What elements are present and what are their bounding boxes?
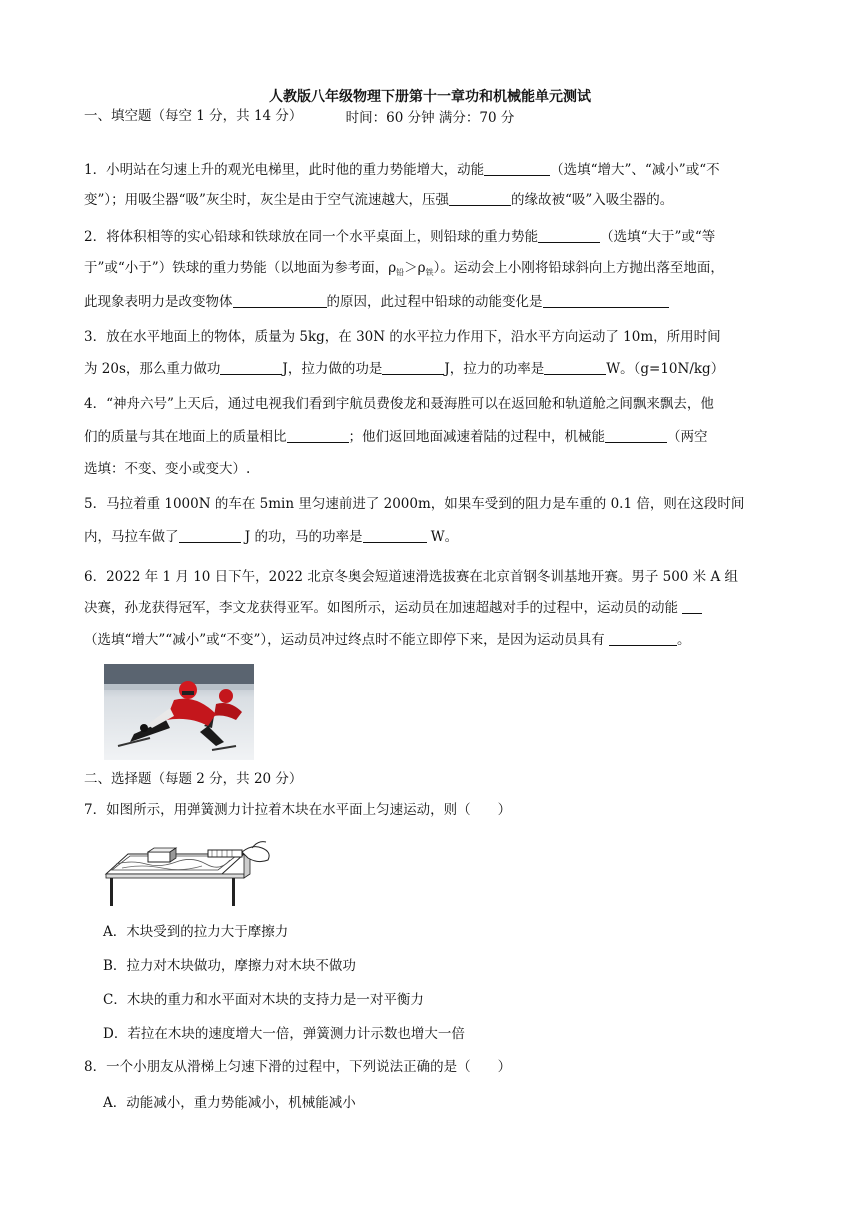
spring-scale-block-diagram [102,830,278,906]
question-7-option-c[interactable]: C．木块的重力和水平面对木块的支持力是一对平衡力 [103,992,424,1008]
answer-blank[interactable] [609,631,677,646]
answer-blank[interactable] [382,360,444,375]
speed-skating-photo [104,664,254,760]
question-7-stem: 7．如图所示，用弹簧测力计拉着木块在水平面上匀速运动，则（ ） [84,802,512,818]
section-heading-fill-blank: 一、填空题（每空 1 分，共 14 分） [84,108,303,124]
question-6-line-1: 6．2022 年 1 月 10 日下午，2022 北京冬奥会短道速滑选拔赛在北京首钢冬训基地开赛。男子 500 米 A 组 [84,569,738,585]
question-1-line-1: 1．小明站在匀速上升的观光电梯里，此时他的重力势能增大，动能 （选填“增大”、“减小”或“不 [84,162,720,178]
answer-blank[interactable] [543,293,669,308]
page-title: 人教版八年级物理下册第十一章功和机械能单元测试 [269,89,591,105]
question-3-line-2: 为 20s，那么重力做功 J，拉力做的功是 J，拉力的功率是 W。（g=10N/kg） [84,361,725,377]
answer-blank[interactable] [484,161,550,176]
question-2-line-3: 此现象表明力是改变物体 的原因，此过程中铅球的动能变化是 [84,292,669,312]
question-2-line-1: 2．将体积相等的实心铅球和铁球放在同一个水平桌面上，则铅球的重力势能 （选填“大于”或“等 [84,229,716,245]
answer-blank[interactable] [220,360,282,375]
question-8-option-a[interactable]: A．动能减小，重力势能减小，机械能减小 [103,1095,356,1111]
question-2-line-2: 于”或“小于”）铁球的重力势能（以地面为参考面，$\rho_铅>\rho_铁$）。运动会上小刚将铅球斜向上方抛出落至地面， [84,260,724,277]
answer-blank[interactable] [449,191,511,206]
question-4-line-1: 4．“神舟六号”上天后，通过电视我们看到宇航员费俊龙和聂海胜可以在返回舱和轨道舱之间飘来飘去，他 [84,396,714,412]
question-7-option-b[interactable]: B．拉力对木块做功，摩擦力对木块不做功 [103,958,356,974]
answer-blank[interactable] [363,528,427,543]
section-heading-multiple-choice: 二、选择题（每题 2 分，共 20 分） [84,771,303,787]
answer-blank[interactable] [605,428,667,443]
question-6-line-3: （选填“增大”“减小”或“不变”），运动员冲过终点时不能立即停下来，是因为运动员具有 。 [84,632,691,648]
answer-blank[interactable] [287,428,349,443]
question-7-option-d[interactable]: D．若拉在木块的速度增大一倍，弹簧测力计示数也增大一倍 [103,1026,465,1042]
question-4-line-2: 们的质量与其在地面上的质量相比 ；他们返回地面减速着陆的过程中，机械能 （两空 [84,429,708,445]
question-5-line-2: 内，马拉车做了 J 的功，马的功率是 W。 [84,529,459,545]
answer-blank[interactable] [538,228,600,243]
answer-blank[interactable] [682,599,702,614]
question-5-line-1: 5．马拉着重 1000N 的车在 5min 里匀速前进了 2000m，如果车受到的阻力是车重的 0.1 倍，则在这段时间 [84,496,745,512]
exam-time-score: 时间：60 分钟 满分：70 分 [345,110,515,126]
question-8-stem: 8．一个小朋友从滑梯上匀速下滑的过程中，下列说法正确的是（ ） [84,1059,512,1075]
question-1-line-2: 变”）；用吸尘器“吸”灰尘时，灰尘是由于空气流速越大，压强 的缘故被“吸”入吸尘器的。 [84,192,674,208]
answer-blank[interactable] [544,360,606,375]
answer-blank[interactable] [179,528,241,543]
question-7-option-a[interactable]: A．木块受到的拉力大于摩擦力 [103,924,289,940]
answer-blank[interactable] [233,293,327,308]
question-3-line-1: 3．放在水平地面上的物体，质量为 5kg，在 30N 的水平拉力作用下，沿水平方向运动了 10m，所用时间 [84,329,721,345]
question-6-line-2: 决赛，孙龙获得冠军，李文龙获得亚军。如图所示，运动员在加速超越对手的过程中，运动员的动能 [84,598,702,618]
question-4-line-3: 选填：不变、变小或变大）. [84,461,251,477]
